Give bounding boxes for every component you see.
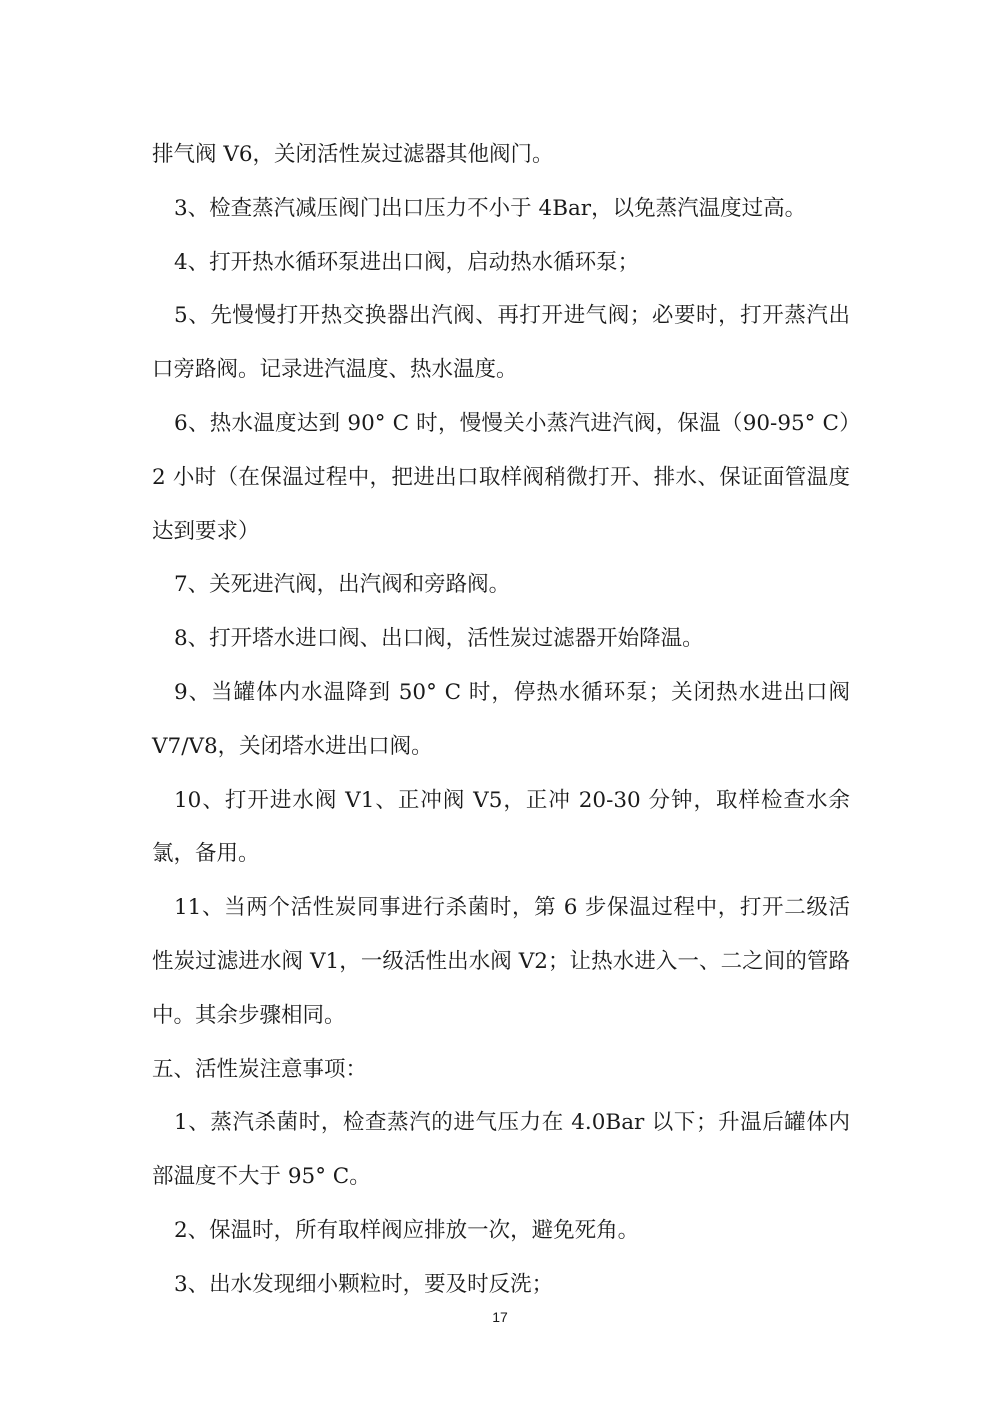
- step-9: 9、当罐体内水温降到 50° C 时，停热水循环泵；关闭热水进出口阀 V7/V8，关闭塔水进出口阀。: [152, 679, 850, 759]
- step-7: 7、关死进汽阀，出汽阀和旁路阀。: [174, 572, 511, 598]
- note-2: 2、保温时，所有取样阀应排放一次，避免死角。: [174, 1217, 640, 1243]
- note-1: 1、蒸汽杀菌时，检查蒸汽的进气压力在 4.0Bar 以下；升温后罐体内部温度不大于 95° C。: [152, 1110, 850, 1190]
- step-5: 5、先慢慢打开热交换器出汽阀、再打开进气阀；必要时，打开蒸汽出口旁路阀。记录进汽温度、热水温度。: [152, 303, 850, 383]
- document-body: [152, 128, 850, 1312]
- step-3: 3、检查蒸汽减压阀门出口压力不小于 4Bar，以免蒸汽温度过高。: [174, 195, 807, 221]
- step-10: 10、打开进水阀 V1、正冲阀 V5，正冲 20-30 分钟，取样检查水余氯，备用。: [152, 787, 850, 867]
- step-11: 11、当两个活性炭同事进行杀菌时，第 6 步保温过程中，打开二级活性炭过滤进水阀 V1，一级活性出水阀 V2；让热水进入一、二之间的管路中。其余步骤相同。: [152, 895, 850, 1028]
- step-4: 4、打开热水循环泵进出口阀，启动热水循环泵；: [174, 249, 640, 275]
- note-3: 3、出水发现细小颗粒时，要及时反洗；: [174, 1271, 554, 1297]
- section-heading: 五、活性炭注意事项：: [152, 1056, 368, 1082]
- step-6: 6、热水温度达到 90° C 时，慢慢关小蒸汽进汽阀，保温（90-95° C）2 小时（在保温过程中，把进出口取样阀稍微打开、排水、保证面管温度达到要求）: [152, 410, 850, 544]
- page-number: 17: [492, 1309, 508, 1325]
- step-8: 8、打开塔水进口阀、出口阀，活性炭过滤器开始降温。: [174, 626, 704, 652]
- paragraph-continuation: 排气阀 V6，关闭活性炭过滤器其他阀门。: [152, 142, 554, 167]
